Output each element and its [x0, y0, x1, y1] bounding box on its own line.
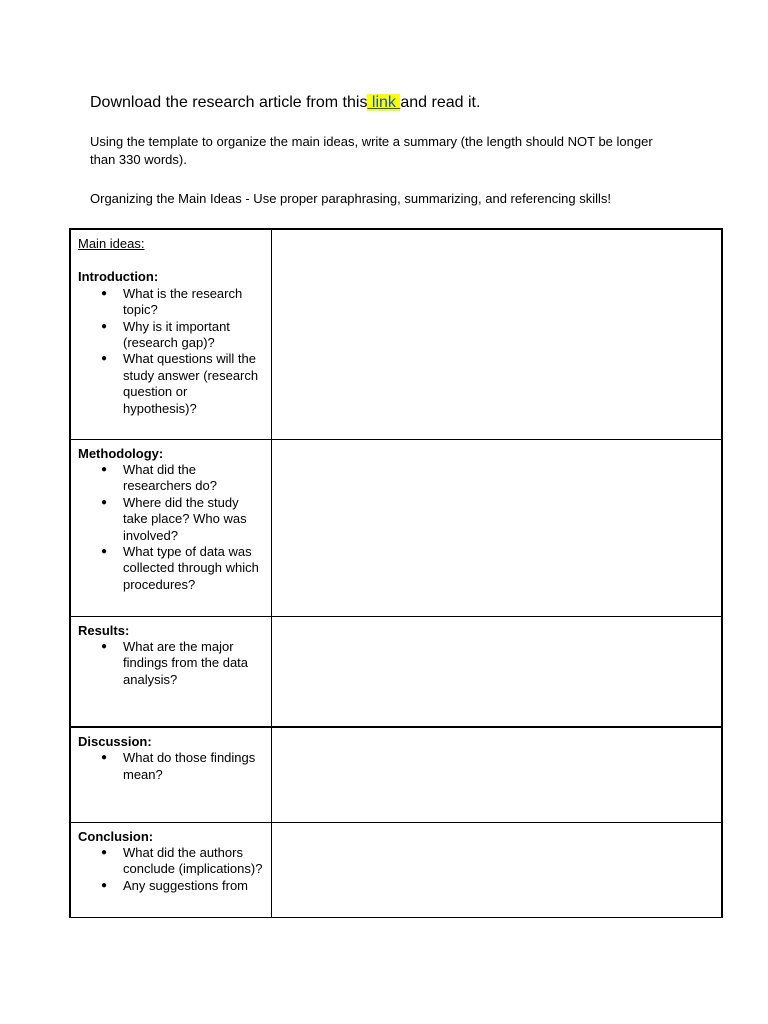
instruction-heading	[90, 93, 480, 113]
list-item: ● Why is it important (research gap)?	[123, 319, 265, 352]
list-item: ● What are the major findings from the data analysis?	[123, 639, 265, 688]
list-item: ● What type of data was collected through which procedures?	[123, 544, 265, 593]
introduction-questions	[78, 286, 265, 417]
table-row-discussion	[70, 727, 722, 822]
instruction-heading-tail: and read it.	[400, 94, 481, 111]
introduction-title: Introduction:	[78, 269, 159, 285]
organizing-instruction: Organizing the Main Ideas - Use proper paraphrasing, summarizing, and referencing skills!	[90, 191, 611, 206]
list-item: ● Any suggestions from	[123, 878, 265, 894]
results-prompt-cell	[70, 616, 271, 727]
summary-instruction: Using the template to organize the main ideas, write a summary (the length should NOT be longer than 330 words).	[90, 134, 653, 167]
discussion-questions	[78, 750, 265, 783]
table-row-methodology	[70, 439, 722, 616]
article-link[interactable]: link	[367, 94, 401, 111]
table-row-results	[70, 616, 722, 727]
main-ideas-table	[69, 228, 723, 918]
instruction-heading-text: Download the research article from this	[90, 94, 368, 111]
list-item: ● What questions will the study answer (research question or hypothesis)?	[123, 351, 265, 417]
methodology-prompt-cell	[70, 439, 271, 616]
conclusion-prompt-cell	[70, 822, 271, 917]
results-answer-cell[interactable]	[271, 616, 722, 727]
introduction-prompt-cell	[70, 229, 271, 439]
results-questions	[78, 639, 265, 688]
table-row-introduction	[70, 229, 722, 439]
results-title: Results:	[78, 622, 130, 638]
methodology-questions	[78, 462, 265, 593]
table-row-conclusion	[70, 822, 722, 917]
list-item: ● What did the authors conclude (implications)?	[123, 845, 265, 878]
list-item: ● Where did the study take place? Who was involved?	[123, 495, 265, 544]
discussion-prompt-cell	[70, 727, 271, 822]
list-item: ● What did the researchers do?	[123, 462, 265, 495]
introduction-answer-cell[interactable]	[271, 229, 722, 439]
conclusion-questions	[78, 845, 265, 894]
discussion-title: Discussion:	[78, 734, 152, 749]
discussion-answer-cell[interactable]	[271, 727, 722, 822]
conclusion-title: Conclusion:	[78, 828, 154, 844]
main-ideas-label: Main ideas:	[78, 236, 145, 251]
list-item: ● What is the research topic?	[123, 286, 265, 319]
methodology-title: Methodology:	[78, 445, 164, 461]
list-item: ● What do those findings mean?	[123, 750, 265, 783]
methodology-answer-cell[interactable]	[271, 439, 722, 616]
conclusion-answer-cell[interactable]	[271, 822, 722, 917]
